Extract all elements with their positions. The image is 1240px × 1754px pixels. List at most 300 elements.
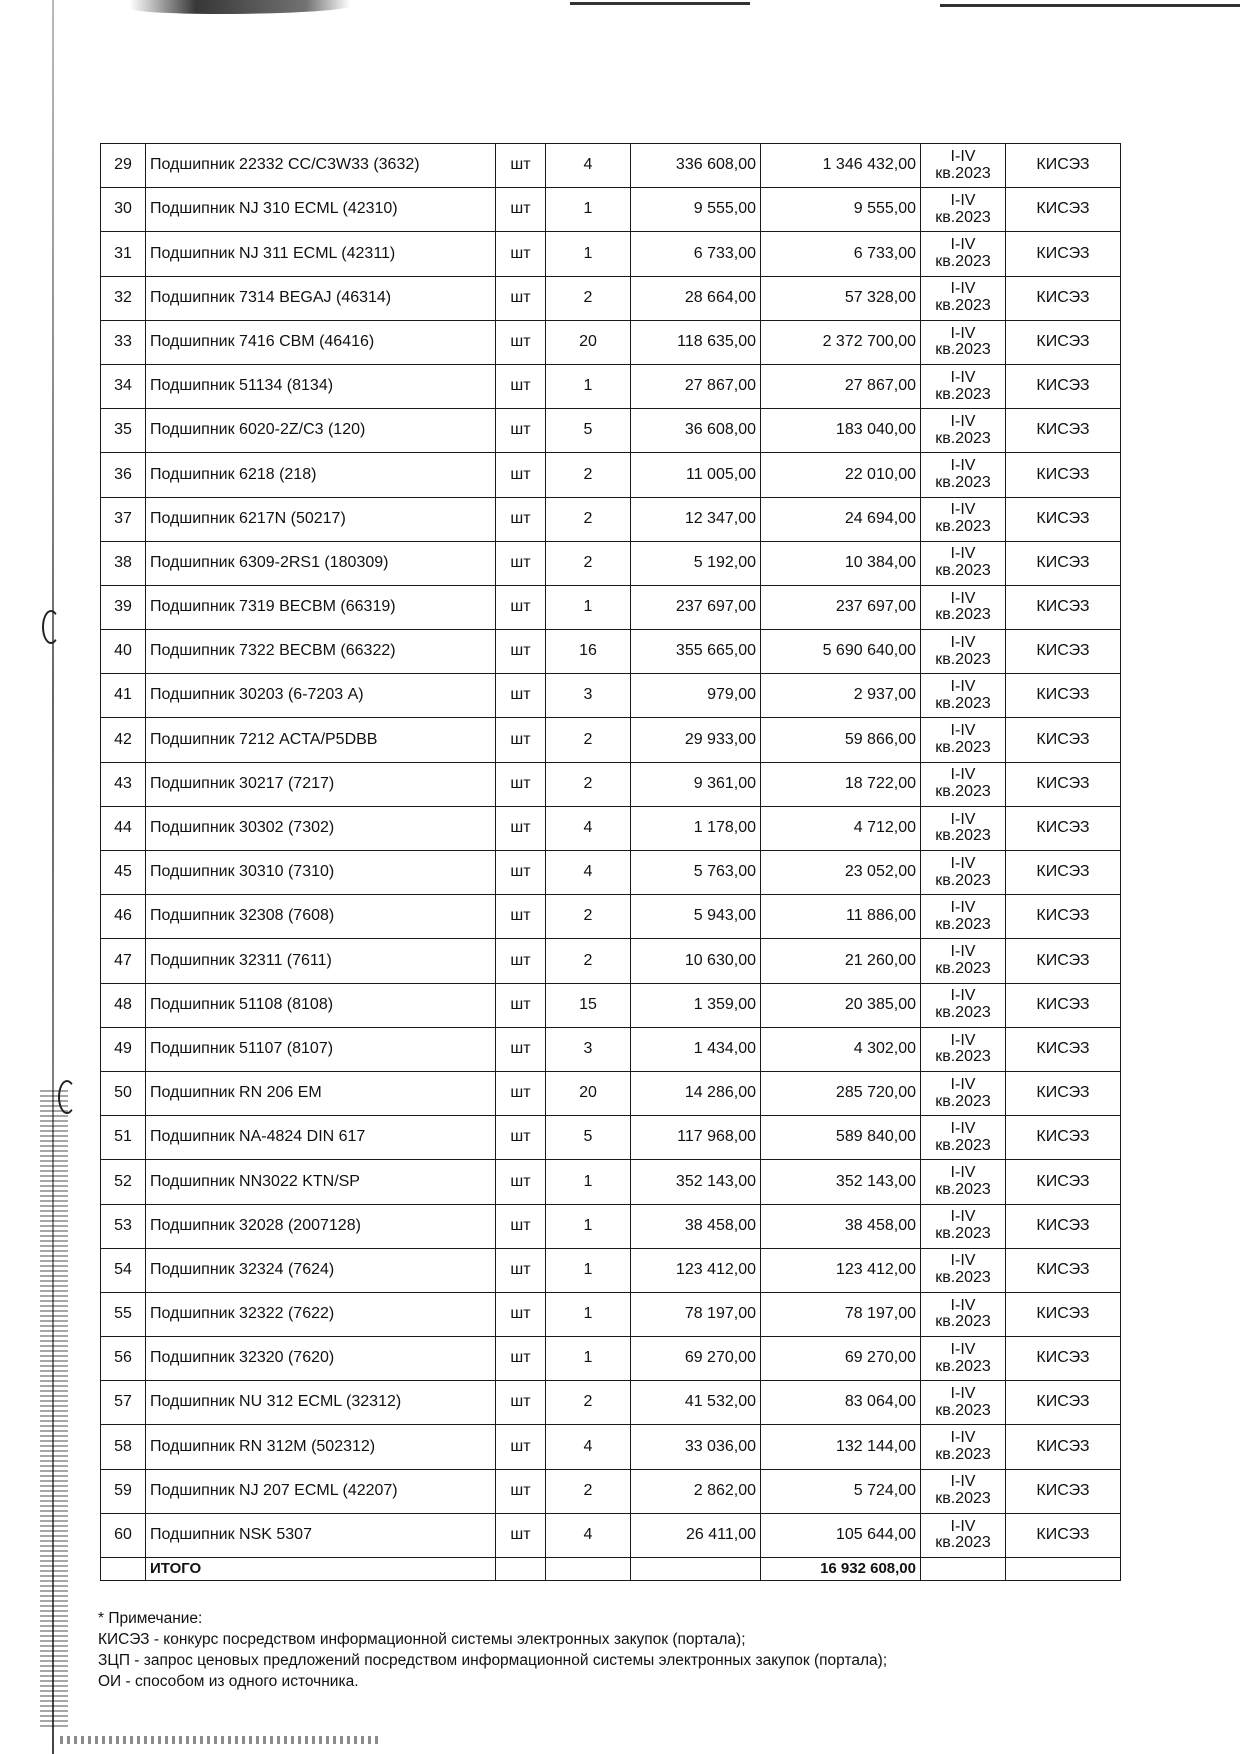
row-number-cell: 58 xyxy=(101,1425,146,1469)
procurement-method-cell: КИСЭЗ xyxy=(1006,630,1121,674)
period-quarters: I-IV xyxy=(950,898,976,916)
unit-cell: шт xyxy=(496,409,546,453)
total-sum-cell: 22 010,00 xyxy=(761,453,921,497)
unit-cell: шт xyxy=(496,1381,546,1425)
unit-cell: шт xyxy=(496,1160,546,1204)
punch-hole-mark xyxy=(58,1080,76,1114)
table-row xyxy=(101,674,1121,718)
total-sum-cell: 10 384,00 xyxy=(761,541,921,585)
unit-price-cell: 11 005,00 xyxy=(631,453,761,497)
row-number-cell: 44 xyxy=(101,806,146,850)
period-cell xyxy=(921,851,1006,895)
unit-price-cell: 38 458,00 xyxy=(631,1204,761,1248)
period-quarters: I-IV xyxy=(950,280,976,298)
item-name-cell: Подшипник 30310 (7310) xyxy=(146,851,496,895)
period-year: кв.2023 xyxy=(935,518,991,536)
period-quarters: I-IV xyxy=(950,722,976,740)
procurement-method-cell: КИСЭЗ xyxy=(1006,718,1121,762)
period-year: кв.2023 xyxy=(935,871,991,889)
total-sum-cell: 237 697,00 xyxy=(761,585,921,629)
period-year: кв.2023 xyxy=(935,1534,991,1552)
quantity-cell: 2 xyxy=(546,939,631,983)
total-sum-cell: 69 270,00 xyxy=(761,1337,921,1381)
table-row xyxy=(101,497,1121,541)
quantity-cell: 5 xyxy=(546,1116,631,1160)
period-year: кв.2023 xyxy=(935,1225,991,1243)
table-row xyxy=(101,585,1121,629)
procurement-method-cell: КИСЭЗ xyxy=(1006,674,1121,718)
table-row xyxy=(101,939,1121,983)
row-number-cell: 42 xyxy=(101,718,146,762)
period-cell xyxy=(921,1116,1006,1160)
row-number-cell: 37 xyxy=(101,497,146,541)
total-sum-cell: 27 867,00 xyxy=(761,364,921,408)
period-cell xyxy=(921,364,1006,408)
procurement-method-cell: КИСЭЗ xyxy=(1006,1116,1121,1160)
period-quarters: I-IV xyxy=(950,1429,976,1447)
period-quarters: I-IV xyxy=(950,633,976,651)
quantity-cell: 3 xyxy=(546,674,631,718)
unit-price-cell: 2 862,00 xyxy=(631,1469,761,1513)
row-number-cell: 30 xyxy=(101,188,146,232)
row-number-cell: 29 xyxy=(101,144,146,188)
table-row xyxy=(101,541,1121,585)
period-quarters: I-IV xyxy=(950,1296,976,1314)
procurement-method-cell: КИСЭЗ xyxy=(1006,1071,1121,1115)
unit-price-cell: 69 270,00 xyxy=(631,1337,761,1381)
period-cell xyxy=(921,188,1006,232)
total-sum-cell: 105 644,00 xyxy=(761,1513,921,1557)
unit-cell: шт xyxy=(496,1071,546,1115)
unit-price-cell: 123 412,00 xyxy=(631,1248,761,1292)
row-number-cell: 31 xyxy=(101,232,146,276)
quantity-cell: 5 xyxy=(546,409,631,453)
table-row xyxy=(101,851,1121,895)
unit-price-cell: 355 665,00 xyxy=(631,630,761,674)
procurement-method-cell: КИСЭЗ xyxy=(1006,1425,1121,1469)
row-number-cell: 39 xyxy=(101,585,146,629)
total-empty-cell xyxy=(921,1558,1006,1581)
period-quarters: I-IV xyxy=(950,1031,976,1049)
total-sum-cell: 285 720,00 xyxy=(761,1071,921,1115)
period-cell xyxy=(921,895,1006,939)
quantity-cell: 2 xyxy=(546,453,631,497)
item-name-cell: Подшипник 32311 (7611) xyxy=(146,939,496,983)
quantity-cell: 4 xyxy=(546,851,631,895)
notes-section xyxy=(98,1608,1158,1692)
period-quarters: I-IV xyxy=(950,766,976,784)
period-cell xyxy=(921,276,1006,320)
unit-price-cell: 27 867,00 xyxy=(631,364,761,408)
procurement-method-cell: КИСЭЗ xyxy=(1006,851,1121,895)
unit-price-cell: 28 664,00 xyxy=(631,276,761,320)
row-number-cell: 38 xyxy=(101,541,146,585)
unit-cell: шт xyxy=(496,232,546,276)
scan-artifact-top-line xyxy=(570,2,750,5)
unit-price-cell: 5 763,00 xyxy=(631,851,761,895)
items-table-body xyxy=(101,144,1121,1581)
period-year: кв.2023 xyxy=(935,827,991,845)
table-row xyxy=(101,1071,1121,1115)
quantity-cell: 15 xyxy=(546,983,631,1027)
unit-cell: шт xyxy=(496,497,546,541)
item-name-cell: Подшипник 6309-2RS1 (180309) xyxy=(146,541,496,585)
row-number-cell: 40 xyxy=(101,630,146,674)
table-row xyxy=(101,1425,1121,1469)
period-cell xyxy=(921,232,1006,276)
table-row xyxy=(101,1469,1121,1513)
quantity-cell: 2 xyxy=(546,541,631,585)
table-row xyxy=(101,806,1121,850)
unit-price-cell: 10 630,00 xyxy=(631,939,761,983)
unit-cell: шт xyxy=(496,983,546,1027)
period-year: кв.2023 xyxy=(935,915,991,933)
quantity-cell: 20 xyxy=(546,320,631,364)
period-quarters: I-IV xyxy=(950,854,976,872)
table-row xyxy=(101,895,1121,939)
quantity-cell: 1 xyxy=(546,188,631,232)
period-year: кв.2023 xyxy=(935,1313,991,1331)
unit-cell: шт xyxy=(496,188,546,232)
period-quarters: I-IV xyxy=(950,147,976,165)
period-year: кв.2023 xyxy=(935,783,991,801)
table-row xyxy=(101,320,1121,364)
note-line: ЗЦП - запрос ценовых предложений посредством информационной системы электронных закупок (портала); xyxy=(98,1652,888,1669)
unit-price-cell: 118 635,00 xyxy=(631,320,761,364)
item-name-cell: Подшипник NJ 311 ECML (42311) xyxy=(146,232,496,276)
quantity-cell: 1 xyxy=(546,1204,631,1248)
quantity-cell: 16 xyxy=(546,630,631,674)
item-name-cell: Подшипник RN 206 EM xyxy=(146,1071,496,1115)
unit-price-cell: 1 178,00 xyxy=(631,806,761,850)
scan-artifact-top xyxy=(130,0,350,14)
period-cell xyxy=(921,144,1006,188)
row-number-cell: 48 xyxy=(101,983,146,1027)
item-name-cell: Подшипник NJ 207 ECML (42207) xyxy=(146,1469,496,1513)
table-row xyxy=(101,1204,1121,1248)
period-quarters: I-IV xyxy=(950,191,976,209)
row-number-cell: 46 xyxy=(101,895,146,939)
item-name-cell: Подшипник NU 312 ECML (32312) xyxy=(146,1381,496,1425)
procurement-method-cell: КИСЭЗ xyxy=(1006,1204,1121,1248)
unit-cell: шт xyxy=(496,1204,546,1248)
total-label-cell: ИТОГО xyxy=(146,1558,496,1581)
table-row xyxy=(101,453,1121,497)
unit-price-cell: 12 347,00 xyxy=(631,497,761,541)
period-year: кв.2023 xyxy=(935,562,991,580)
period-cell xyxy=(921,762,1006,806)
total-sum-cell: 4 712,00 xyxy=(761,806,921,850)
table-row xyxy=(101,276,1121,320)
period-year: кв.2023 xyxy=(935,650,991,668)
total-empty-cell xyxy=(101,1558,146,1581)
table-row xyxy=(101,1160,1121,1204)
row-number-cell: 52 xyxy=(101,1160,146,1204)
item-name-cell: Подшипник 22332 CC/C3W33 (3632) xyxy=(146,144,496,188)
unit-price-cell: 336 608,00 xyxy=(631,144,761,188)
total-sum-cell: 589 840,00 xyxy=(761,1116,921,1160)
row-number-cell: 60 xyxy=(101,1513,146,1557)
procurement-method-cell: КИСЭЗ xyxy=(1006,364,1121,408)
procurement-method-cell: КИСЭЗ xyxy=(1006,276,1121,320)
period-year: кв.2023 xyxy=(935,739,991,757)
row-number-cell: 56 xyxy=(101,1337,146,1381)
item-name-cell: Подшипник RN 312M (502312) xyxy=(146,1425,496,1469)
period-quarters: I-IV xyxy=(950,1119,976,1137)
period-cell xyxy=(921,674,1006,718)
period-year: кв.2023 xyxy=(935,1490,991,1508)
period-quarters: I-IV xyxy=(950,545,976,563)
item-name-cell: Подшипник 6218 (218) xyxy=(146,453,496,497)
unit-price-cell: 9 555,00 xyxy=(631,188,761,232)
unit-cell: шт xyxy=(496,1248,546,1292)
row-number-cell: 59 xyxy=(101,1469,146,1513)
period-quarters: I-IV xyxy=(950,987,976,1005)
period-year: кв.2023 xyxy=(935,429,991,447)
item-name-cell: Подшипник 32322 (7622) xyxy=(146,1292,496,1336)
row-number-cell: 35 xyxy=(101,409,146,453)
period-cell xyxy=(921,806,1006,850)
period-cell xyxy=(921,541,1006,585)
table-row xyxy=(101,409,1121,453)
total-sum-cell: 5 724,00 xyxy=(761,1469,921,1513)
item-name-cell: Подшипник 32308 (7608) xyxy=(146,895,496,939)
row-number-cell: 49 xyxy=(101,1027,146,1071)
procurement-method-cell: КИСЭЗ xyxy=(1006,1381,1121,1425)
period-cell xyxy=(921,630,1006,674)
item-name-cell: Подшипник 30217 (7217) xyxy=(146,762,496,806)
total-sum-cell: 9 555,00 xyxy=(761,188,921,232)
period-year: кв.2023 xyxy=(935,1180,991,1198)
row-number-cell: 36 xyxy=(101,453,146,497)
procurement-method-cell: КИСЭЗ xyxy=(1006,939,1121,983)
note-line: КИСЭЗ - конкурс посредством информационной системы электронных закупок (портала); xyxy=(98,1631,746,1648)
period-cell xyxy=(921,320,1006,364)
period-cell xyxy=(921,497,1006,541)
period-quarters: I-IV xyxy=(950,810,976,828)
procurement-method-cell: КИСЭЗ xyxy=(1006,895,1121,939)
item-name-cell: Подшипник 7322 BECBM (66322) xyxy=(146,630,496,674)
row-number-cell: 34 xyxy=(101,364,146,408)
quantity-cell: 2 xyxy=(546,1469,631,1513)
period-cell xyxy=(921,939,1006,983)
procurement-method-cell: КИСЭЗ xyxy=(1006,585,1121,629)
table-row xyxy=(101,983,1121,1027)
total-sum-cell: 38 458,00 xyxy=(761,1204,921,1248)
period-year: кв.2023 xyxy=(935,694,991,712)
table-row xyxy=(101,1513,1121,1557)
item-name-cell: Подшипник NJ 310 ECML (42310) xyxy=(146,188,496,232)
total-sum-cell: 1 346 432,00 xyxy=(761,144,921,188)
unit-price-cell: 237 697,00 xyxy=(631,585,761,629)
quantity-cell: 1 xyxy=(546,1292,631,1336)
table-row xyxy=(101,1027,1121,1071)
row-number-cell: 54 xyxy=(101,1248,146,1292)
items-table-container xyxy=(100,143,1120,1581)
period-year: кв.2023 xyxy=(935,473,991,491)
period-quarters: I-IV xyxy=(950,1208,976,1226)
item-name-cell: Подшипник NN3022 KTN/SP xyxy=(146,1160,496,1204)
unit-price-cell: 78 197,00 xyxy=(631,1292,761,1336)
table-row xyxy=(101,364,1121,408)
unit-cell: шт xyxy=(496,895,546,939)
table-row xyxy=(101,1248,1121,1292)
item-name-cell: Подшипник 51134 (8134) xyxy=(146,364,496,408)
unit-cell: шт xyxy=(496,276,546,320)
quantity-cell: 1 xyxy=(546,585,631,629)
quantity-cell: 2 xyxy=(546,497,631,541)
period-year: кв.2023 xyxy=(935,164,991,182)
row-number-cell: 51 xyxy=(101,1116,146,1160)
unit-cell: шт xyxy=(496,1425,546,1469)
unit-cell: шт xyxy=(496,364,546,408)
procurement-method-cell: КИСЭЗ xyxy=(1006,1292,1121,1336)
total-empty-cell xyxy=(496,1558,546,1581)
item-name-cell: Подшипник 7314 BEGAJ (46314) xyxy=(146,276,496,320)
procurement-method-cell: КИСЭЗ xyxy=(1006,762,1121,806)
row-number-cell: 55 xyxy=(101,1292,146,1336)
period-quarters: I-IV xyxy=(950,1340,976,1358)
period-quarters: I-IV xyxy=(950,236,976,254)
row-number-cell: 43 xyxy=(101,762,146,806)
procurement-method-cell: КИСЭЗ xyxy=(1006,497,1121,541)
row-number-cell: 53 xyxy=(101,1204,146,1248)
total-sum-cell: 6 733,00 xyxy=(761,232,921,276)
unit-cell: шт xyxy=(496,541,546,585)
total-sum-cell: 21 260,00 xyxy=(761,939,921,983)
quantity-cell: 1 xyxy=(546,1248,631,1292)
procurement-method-cell: КИСЭЗ xyxy=(1006,1469,1121,1513)
unit-price-cell: 352 143,00 xyxy=(631,1160,761,1204)
row-number-cell: 57 xyxy=(101,1381,146,1425)
quantity-cell: 20 xyxy=(546,1071,631,1115)
unit-price-cell: 1 434,00 xyxy=(631,1027,761,1071)
unit-cell: шт xyxy=(496,762,546,806)
period-year: кв.2023 xyxy=(935,208,991,226)
scan-artifact-top-line xyxy=(940,4,1240,7)
unit-price-cell: 14 286,00 xyxy=(631,1071,761,1115)
period-cell xyxy=(921,718,1006,762)
period-year: кв.2023 xyxy=(935,1357,991,1375)
period-cell xyxy=(921,1160,1006,1204)
period-quarters: I-IV xyxy=(950,1385,976,1403)
quantity-cell: 2 xyxy=(546,895,631,939)
row-number-cell: 32 xyxy=(101,276,146,320)
quantity-cell: 1 xyxy=(546,1160,631,1204)
total-sum-cell: 4 302,00 xyxy=(761,1027,921,1071)
unit-cell: шт xyxy=(496,674,546,718)
total-sum-cell: 5 690 640,00 xyxy=(761,630,921,674)
period-year: кв.2023 xyxy=(935,252,991,270)
procurement-method-cell: КИСЭЗ xyxy=(1006,1027,1121,1071)
unit-cell: шт xyxy=(496,939,546,983)
period-cell xyxy=(921,1469,1006,1513)
total-empty-cell xyxy=(546,1558,631,1581)
item-name-cell: Подшипник 32028 (2007128) xyxy=(146,1204,496,1248)
period-cell xyxy=(921,1248,1006,1292)
row-number-cell: 33 xyxy=(101,320,146,364)
procurement-method-cell: КИСЭЗ xyxy=(1006,188,1121,232)
table-row xyxy=(101,630,1121,674)
unit-cell: шт xyxy=(496,1469,546,1513)
procurement-method-cell: КИСЭЗ xyxy=(1006,1513,1121,1557)
period-year: кв.2023 xyxy=(935,1269,991,1287)
period-year: кв.2023 xyxy=(935,385,991,403)
total-sum-cell: 78 197,00 xyxy=(761,1292,921,1336)
quantity-cell: 4 xyxy=(546,1513,631,1557)
table-row xyxy=(101,1381,1121,1425)
period-quarters: I-IV xyxy=(950,1252,976,1270)
item-name-cell: Подшипник 51108 (8108) xyxy=(146,983,496,1027)
period-year: кв.2023 xyxy=(935,341,991,359)
note-line: ОИ - способом из одного источника. xyxy=(98,1673,359,1690)
quantity-cell: 4 xyxy=(546,1425,631,1469)
table-row xyxy=(101,188,1121,232)
total-sum-cell: 16 932 608,00 xyxy=(761,1558,921,1581)
unit-price-cell: 117 968,00 xyxy=(631,1116,761,1160)
period-quarters: I-IV xyxy=(950,1517,976,1535)
period-quarters: I-IV xyxy=(950,943,976,961)
unit-price-cell: 5 192,00 xyxy=(631,541,761,585)
period-year: кв.2023 xyxy=(935,606,991,624)
quantity-cell: 4 xyxy=(546,144,631,188)
item-name-cell: Подшипник 30203 (6-7203 A) xyxy=(146,674,496,718)
procurement-method-cell: КИСЭЗ xyxy=(1006,983,1121,1027)
period-year: кв.2023 xyxy=(935,1446,991,1464)
unit-cell: шт xyxy=(496,144,546,188)
row-number-cell: 41 xyxy=(101,674,146,718)
item-name-cell: Подшипник 7212 ACTA/P5DBB xyxy=(146,718,496,762)
period-cell xyxy=(921,1425,1006,1469)
unit-price-cell: 36 608,00 xyxy=(631,409,761,453)
procurement-method-cell: КИСЭЗ xyxy=(1006,541,1121,585)
unit-cell: шт xyxy=(496,1116,546,1160)
period-cell xyxy=(921,1027,1006,1071)
unit-cell: шт xyxy=(496,320,546,364)
quantity-cell: 1 xyxy=(546,232,631,276)
item-name-cell: Подшипник 7319 BECBM (66319) xyxy=(146,585,496,629)
unit-price-cell: 33 036,00 xyxy=(631,1425,761,1469)
unit-price-cell: 26 411,00 xyxy=(631,1513,761,1557)
items-table xyxy=(100,143,1121,1581)
procurement-method-cell: КИСЭЗ xyxy=(1006,1337,1121,1381)
punch-hole-mark xyxy=(42,610,60,644)
item-name-cell: Подшипник 30302 (7302) xyxy=(146,806,496,850)
period-cell xyxy=(921,453,1006,497)
period-cell xyxy=(921,1381,1006,1425)
total-sum-cell: 183 040,00 xyxy=(761,409,921,453)
period-quarters: I-IV xyxy=(950,1164,976,1182)
period-year: кв.2023 xyxy=(935,1401,991,1419)
period-year: кв.2023 xyxy=(935,1048,991,1066)
period-cell xyxy=(921,983,1006,1027)
procurement-method-cell: КИСЭЗ xyxy=(1006,409,1121,453)
total-sum-cell: 18 722,00 xyxy=(761,762,921,806)
unit-cell: шт xyxy=(496,718,546,762)
period-quarters: I-IV xyxy=(950,501,976,519)
unit-cell: шт xyxy=(496,630,546,674)
unit-cell: шт xyxy=(496,453,546,497)
procurement-method-cell: КИСЭЗ xyxy=(1006,1160,1121,1204)
procurement-method-cell: КИСЭЗ xyxy=(1006,453,1121,497)
item-name-cell: Подшипник 32324 (7624) xyxy=(146,1248,496,1292)
procurement-method-cell: КИСЭЗ xyxy=(1006,1248,1121,1292)
quantity-cell: 2 xyxy=(546,1381,631,1425)
total-sum-cell: 11 886,00 xyxy=(761,895,921,939)
period-cell xyxy=(921,409,1006,453)
scan-artifact-bottom xyxy=(60,1736,380,1744)
item-name-cell: Подшипник 32320 (7620) xyxy=(146,1337,496,1381)
